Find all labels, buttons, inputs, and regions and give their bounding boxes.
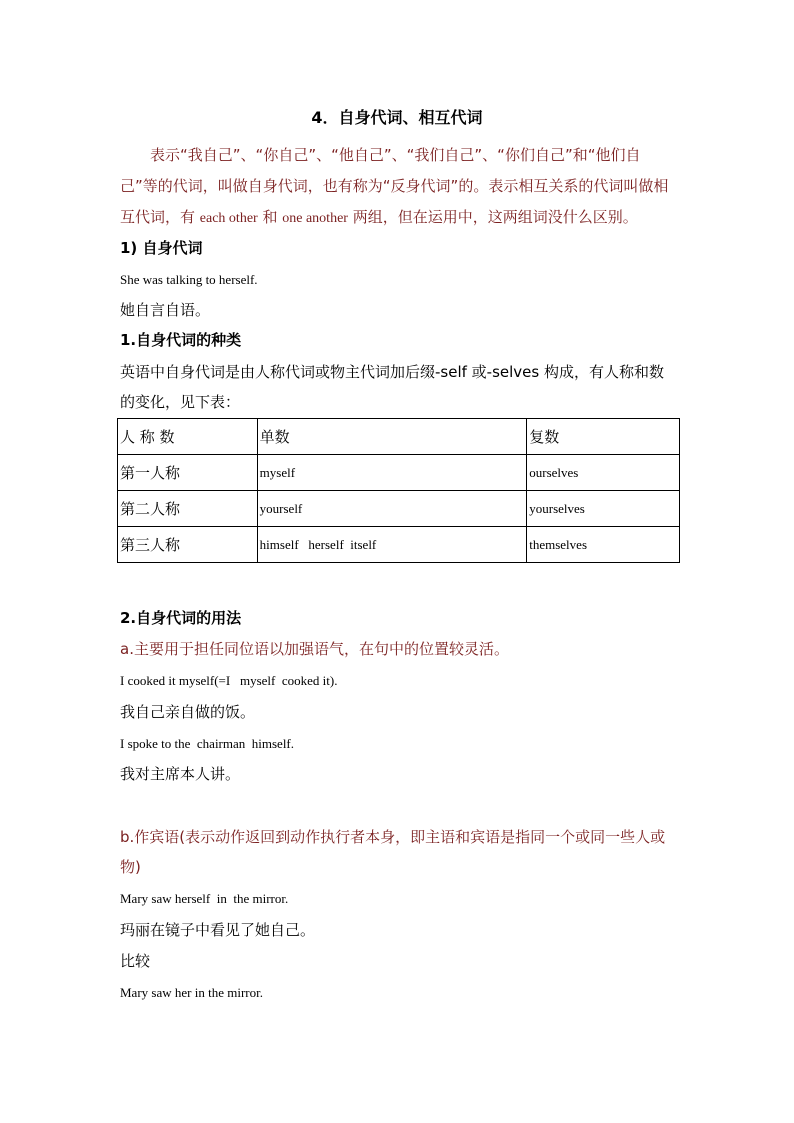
table-header-cell: 人 称 数 bbox=[118, 419, 258, 455]
usage-a-example-2-cn: 我对主席本人讲。 bbox=[120, 765, 241, 783]
types-heading: 1.自身代词的种类 bbox=[120, 331, 242, 349]
table-cell: 第一人称 bbox=[118, 455, 258, 491]
usage-b-example-2-en: Mary saw her in the mirror. bbox=[120, 985, 263, 1000]
usage-b-example-1-en: Mary saw herself in the mirror. bbox=[120, 891, 289, 906]
page-title: 4．自身代词、相互代词 bbox=[311, 108, 483, 127]
intro-text-2: 和 bbox=[257, 208, 283, 226]
example-sentence-cn: 她自言自语。 bbox=[120, 301, 211, 319]
table-row bbox=[118, 455, 680, 491]
reflexive-pronoun-table bbox=[117, 418, 680, 563]
usage-rule-b: b.作宾语(表示动作返回到动作执行者本身，即主语和宾语是指同一个或同一些人或物) bbox=[120, 828, 666, 876]
intro-paragraph bbox=[120, 140, 678, 234]
table-row bbox=[118, 527, 680, 563]
table-cell: yourself bbox=[257, 491, 527, 527]
usage-a-example-1-cn: 我自己亲自做的饭。 bbox=[120, 703, 256, 721]
intro-term-each-other: each other bbox=[199, 211, 258, 226]
table-cell: 第二人称 bbox=[118, 491, 258, 527]
section-heading-reflexive: 1) 自身代词 bbox=[120, 239, 203, 257]
usage-a-example-2-en: I spoke to the chairman himself. bbox=[120, 736, 295, 751]
usage-rule-a: a.主要用于担任同位语以加强语气，在句中的位置较灵活。 bbox=[120, 640, 509, 658]
table-cell: ourselves bbox=[527, 455, 680, 491]
table-cell: myself bbox=[257, 455, 527, 491]
table-header-cell: 复数 bbox=[527, 419, 680, 455]
table-cell: 第三人称 bbox=[118, 527, 258, 563]
usage-a-example-1-en: I cooked it myself(=I myself cooked it). bbox=[120, 673, 338, 688]
table-header-cell: 单数 bbox=[257, 419, 527, 455]
table-row bbox=[118, 491, 680, 527]
intro-text-3: 两组，但在运用中，这两组词没什么区别。 bbox=[347, 208, 638, 226]
intro-text-1: 表示“我自己”、“你自己”、“他自己”、“我们自己”、“你们自己”和“他们自己”等的代词，叫做自身代词，也有称为“反身代词”的。表示相互关系的代词叫做相互代词，有 bbox=[120, 146, 669, 226]
usage-b-example-1-cn: 玛丽在镜子中看见了她自己。 bbox=[120, 921, 316, 939]
table-cell: themselves bbox=[527, 527, 680, 563]
compare-label: 比较 bbox=[120, 952, 151, 970]
table-cell: himself herself itself bbox=[257, 527, 527, 563]
usage-heading: 2.自身代词的用法 bbox=[120, 609, 242, 627]
table-header-row bbox=[118, 419, 680, 455]
types-description: 英语中自身代词是由人称代词或物主代词加后缀-self 或-selves 构成，有人称和数的变化，见下表： bbox=[120, 363, 664, 411]
example-sentence-en: She was talking to herself. bbox=[120, 272, 258, 287]
intro-term-one-another: one another bbox=[282, 211, 348, 226]
table-cell: yourselves bbox=[527, 491, 680, 527]
